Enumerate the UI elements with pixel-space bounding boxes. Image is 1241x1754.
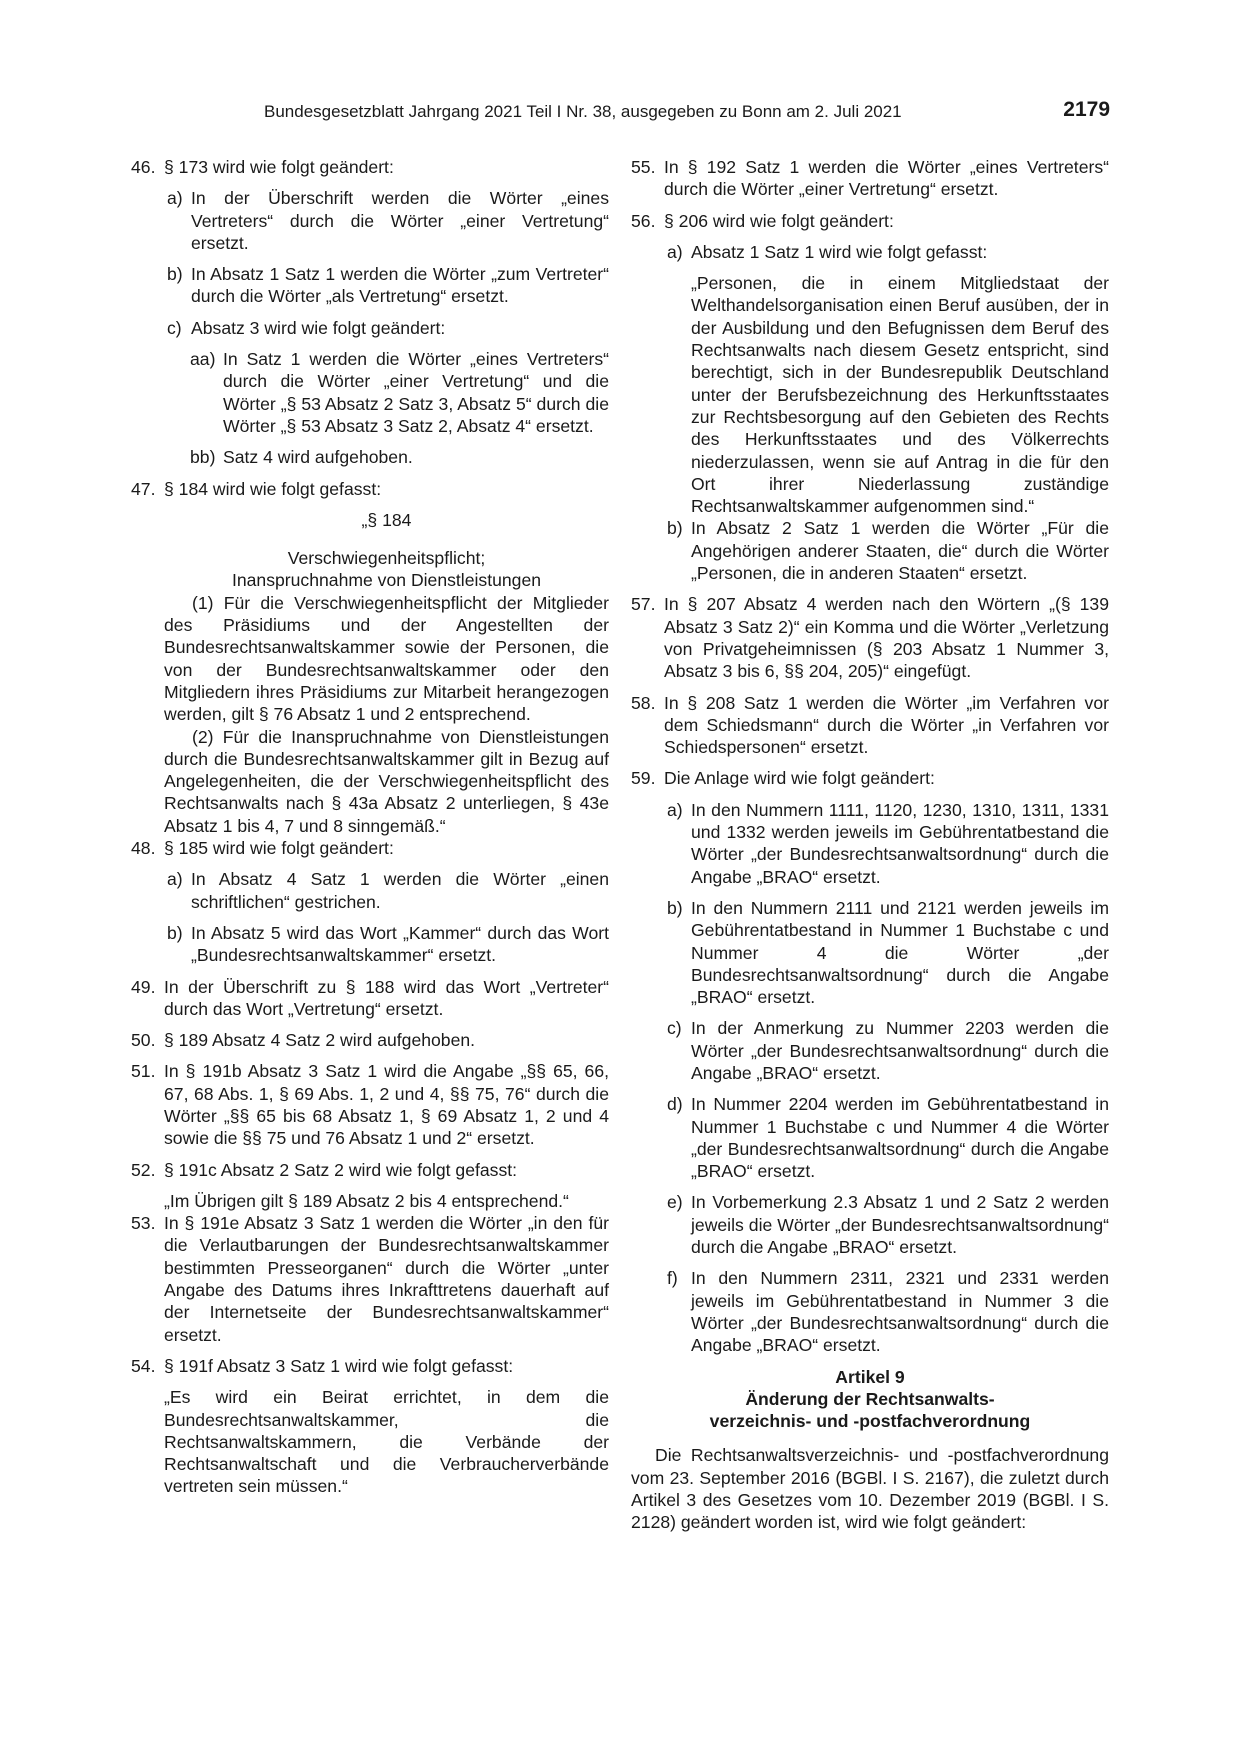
subsub-text: In Satz 1 werden die Wörter „eines Vertreters“ durch die Wörter „einer Vertretung“ und die Wörter „§ 53 Absatz 2 Satz 3, Absatz 5“ durch die Wörter „§ 53 Absatz 3 Satz 2, Absatz 4“ ersetzt. bbox=[223, 349, 609, 436]
gazette-title: Bundesgesetzblatt Jahrgang 2021 Teil I Nr. 38, ausgegeben zu Bonn am 2. Juli 2021 bbox=[264, 102, 902, 121]
sub-text: In den Nummern 2111 und 2121 werden jeweils im Gebührentatbestand in Nummer 1 Buchstabe c und Nummer 4 die Wörter „der Bundesrechtsanwaltsordnung“ durch die Angabe „BRAO“ ersetzt. bbox=[691, 897, 1109, 1008]
sub-label: c) bbox=[167, 317, 182, 338]
item-number: 53. bbox=[131, 1213, 156, 1234]
item-56-b bbox=[631, 517, 1109, 584]
sub-text: In Nummer 2204 werden im Gebührentatbestand in Nummer 1 Buchstabe c und Nummer 4 die Wörter „der Bundesrechtsanwaltsordnung“ durch die Angabe „BRAO“ ersetzt. bbox=[691, 1094, 1109, 1182]
sub-label: c) bbox=[667, 1018, 682, 1039]
item-55 bbox=[631, 156, 1109, 201]
subsub-text: Satz 4 wird aufgehoben. bbox=[223, 447, 413, 468]
item-number: 52. bbox=[131, 1159, 156, 1180]
sub-label: b) bbox=[167, 922, 183, 943]
item-text: In § 192 Satz 1 werden die Wörter „eines Vertreters“ durch die Wörter „einer Vertretung“ ersetzt. bbox=[664, 157, 1109, 200]
sub-text: In Absatz 5 wird das Wort „Kammer“ durch das Wort „Bundesrechtsanwaltskammer“ ersetzt. bbox=[191, 922, 609, 966]
subsub-label: bb) bbox=[190, 447, 216, 468]
page-header bbox=[130, 98, 1110, 128]
item-number: 46. bbox=[131, 157, 156, 177]
sub-label: b) bbox=[667, 518, 683, 539]
sub-label: a) bbox=[167, 869, 183, 890]
item-number: 56. bbox=[631, 210, 656, 231]
sub-label: b) bbox=[167, 264, 183, 285]
item-56-a bbox=[631, 241, 1109, 263]
item-number: 47. bbox=[131, 478, 156, 499]
sub-label: b) bbox=[667, 897, 683, 918]
item-text: In § 207 Absatz 4 werden nach den Wörtern „(§ 139 Absatz 3 Satz 2)“ ein Komma und die Wörter „Verletzung von Privatgeheimnissen (§ 203 Absatz 1 Nummer 3, Absatz 3 bis 6, §§ 204, 205)“ eingefügt. bbox=[664, 594, 1109, 682]
section-heading-line-2: Inanspruchnahme von Dienstleistungen bbox=[231, 570, 542, 591]
item-48 bbox=[131, 837, 609, 859]
item-text: In § 191e Absatz 3 Satz 1 werden die Wörter „in den für die Verlautbarungen der Bundesrechtsanwaltskammer bestimmten Presseorganen“ durch die Wörter „unter Angabe des Datums ihres Inkrafttretens dauerhaft auf der Internetseite der Bundesrechtsanwaltskammer“ ersetzt. bbox=[164, 1213, 609, 1345]
item-52-quote: „Im Übrigen gilt § 189 Absatz 2 bis 4 entsprechend.“ bbox=[164, 1190, 569, 1211]
sub-text: Absatz 3 wird wie folgt geändert: bbox=[191, 317, 446, 338]
item-text: § 184 wird wie folgt gefasst: bbox=[164, 478, 382, 499]
section-paragraph-2: (2) Für die Inanspruchnahme von Dienstleistungen durch die Bundesrechtsanwaltskammer gilt in Bezug auf Angelegenheiten, die der Verschwiegenheitspflicht des Rechtsanwalts nach § 43a Absatz 2 unterliegen, § 43e Absatz 1 bis 4, 7 und 8 sinngemäß.“ bbox=[164, 726, 609, 836]
item-text: § 191f Absatz 3 Satz 1 wird wie folgt gefasst: bbox=[164, 1355, 514, 1376]
item-text: In § 191b Absatz 3 Satz 1 wird die Angabe „§§ 65, 66, 67, 68 Abs. 1, § 69 Abs. 1, 2 und 4, §§ 75, 76“ durch die Wörter „§§ 65 bis 68 Absatz 1, § 69 Absatz 1, 2 und 4 sowie die §§ 75 und 76 Absatz 1 und 2“ ersetzt. bbox=[164, 1061, 609, 1149]
item-59-d bbox=[631, 1093, 1109, 1182]
item-54-quote: „Es wird ein Beirat errichtet, in dem die Bundesrechtsanwaltskammer, die Rechtsanwaltskammern, die Verbände der Rechtsanwaltschaft und die Verbraucherverbände vertreten sein müssen.“ bbox=[164, 1387, 609, 1497]
item-53 bbox=[131, 1212, 609, 1346]
artikel-text: Die Rechtsanwaltsverzeichnis- und -postfachverordnung vom 23. September 2016 (BGBl. I S. 2167), die zuletzt durch Artikel 3 des Gesetzes vom 10. Dezember 2019 (BGBl. I S. 2128) geändert worden ist, wird wie folgt geändert: bbox=[631, 1445, 1109, 1533]
artikel-label: Artikel 9 bbox=[835, 1366, 905, 1387]
item-52 bbox=[131, 1159, 609, 1181]
item-number: 59. bbox=[631, 768, 656, 789]
item-46-b bbox=[131, 263, 609, 308]
item-46-a bbox=[131, 187, 609, 254]
item-59-b bbox=[631, 897, 1109, 1008]
sub-label: a) bbox=[667, 799, 683, 820]
sub-label: a) bbox=[167, 188, 183, 209]
item-48-b bbox=[131, 922, 609, 967]
page-number: 2179 bbox=[1063, 98, 1110, 121]
item-56 bbox=[631, 210, 1109, 232]
item-50 bbox=[131, 1029, 609, 1051]
subsub-label: aa) bbox=[190, 349, 216, 370]
sub-label: d) bbox=[667, 1094, 683, 1115]
sub-label: a) bbox=[667, 241, 683, 262]
item-number: 55. bbox=[631, 157, 656, 177]
right-column bbox=[631, 156, 1109, 1534]
item-number: 49. bbox=[131, 976, 156, 997]
sub-text: In den Nummern 1111, 1120, 1230, 1310, 1311, 1331 und 1332 werden jeweils im Gebührentatbestand die Wörter „der Bundesrechtsanwaltsordnung“ durch die Angabe „BRAO“ ersetzt. bbox=[691, 799, 1109, 887]
item-text: In § 208 Satz 1 werden die Wörter „im Verfahren vor dem Schiedsmann“ durch die Wörter „in Verfahren vor Schiedspersonen“ ersetzt. bbox=[664, 692, 1109, 758]
item-text: § 191c Absatz 2 Satz 2 wird wie folgt gefasst: bbox=[164, 1159, 518, 1180]
item-number: 50. bbox=[131, 1030, 156, 1051]
sub-text: In Absatz 1 Satz 1 werden die Wörter „zum Vertreter“ durch die Wörter „als Vertretung“ ersetzt. bbox=[191, 264, 609, 307]
sub-label: f) bbox=[667, 1268, 678, 1289]
artikel-title-line-1: Änderung der Rechtsanwalts- bbox=[745, 1388, 995, 1409]
item-58 bbox=[631, 692, 1109, 759]
item-59-a bbox=[631, 799, 1109, 888]
item-text: § 206 wird wie folgt geändert: bbox=[664, 210, 894, 231]
section-number: „§ 184 bbox=[361, 509, 412, 530]
item-51 bbox=[131, 1060, 609, 1149]
item-46-c bbox=[131, 317, 609, 339]
item-59-e bbox=[631, 1191, 1109, 1258]
left-column bbox=[131, 156, 609, 1498]
item-48-a bbox=[131, 868, 609, 913]
item-number: 54. bbox=[131, 1355, 156, 1376]
item-57 bbox=[631, 593, 1109, 682]
item-59 bbox=[631, 767, 1109, 789]
sub-label: e) bbox=[667, 1192, 683, 1213]
item-46-c-aa bbox=[131, 348, 609, 437]
sub-text: In der Anmerkung zu Nummer 2203 werden die Wörter „der Bundesrechtsanwaltsordnung“ durch die Angabe „BRAO“ ersetzt. bbox=[691, 1018, 1109, 1083]
sub-text: In den Nummern 2311, 2321 und 2331 werden jeweils im Gebührentatbestand in Nummer 3 die Wörter „der Bundesrechtsanwaltsordnung“ durch die Angabe „BRAO“ ersetzt. bbox=[691, 1268, 1109, 1356]
item-number: 51. bbox=[131, 1061, 156, 1082]
section-paragraph-1: (1) Für die Verschwiegenheitspflicht der Mitglieder des Präsidiums und der Angestellten der Bundesrechtsanwaltskammer sowie der Personen, die von der Bundesrechtsanwaltskammer oder den Mitgliedern ihres Präsidiums zur Mitarbeit herangezogen werden, gilt § 76 Absatz 1 und 2 entsprechend. bbox=[164, 592, 609, 725]
item-49 bbox=[131, 976, 609, 1021]
section-heading-line-1: Verschwiegenheitspflicht; bbox=[287, 548, 486, 569]
item-56-a-quote: „Personen, die in einem Mitgliedstaat der Welthandelsorganisation einen Beruf ausüben, der in der Ausbildung und den Befugnissen dem Beruf des Rechtsanwalts nach diesem Gesetz entspricht, sind berechtigt, sich in der Bundesrepublik Deutschland unter der Berufsbezeichnung des Herkunftsstaates zur Rechtsbesorgung auf den Gebieten des Rechts des Herkunftsstaates und des Völkerrechts niederzulassen, wenn sie auf Antrag in die für den Ort ihrer Niederlassung zuständige Rechtsanwaltskammer aufgenommen sind.“ bbox=[691, 273, 1109, 517]
item-47 bbox=[131, 478, 609, 500]
item-54 bbox=[131, 1355, 609, 1377]
item-46-c-bb bbox=[131, 446, 609, 468]
sub-text: In Absatz 4 Satz 1 werden die Wörter „einen schriftlichen“ gestrichen. bbox=[191, 869, 609, 912]
item-text: In der Überschrift zu § 188 wird das Wort „Vertreter“ durch das Wort „Vertretung“ ersetzt. bbox=[164, 976, 609, 1019]
item-46 bbox=[131, 156, 609, 178]
item-text: § 185 wird wie folgt geändert: bbox=[164, 838, 394, 859]
artikel-title bbox=[631, 1388, 1109, 1433]
sub-text: In der Überschrift werden die Wörter „eines Vertreters“ durch die Wörter „einer Vertretung“ ersetzt. bbox=[191, 188, 609, 253]
item-text: § 189 Absatz 4 Satz 2 wird aufgehoben. bbox=[164, 1030, 476, 1051]
sub-text: In Vorbemerkung 2.3 Absatz 1 und 2 Satz 2 werden jeweils die Wörter „der Bundesrechtsanwaltsordnung“ durch die Angabe „BRAO“ ersetzt. bbox=[691, 1192, 1109, 1258]
item-number: 58. bbox=[631, 692, 656, 713]
sub-text: Absatz 1 Satz 1 wird wie folgt gefasst: bbox=[691, 241, 988, 262]
sub-text: In Absatz 2 Satz 1 werden die Wörter „Für die Angehörigen anderer Staaten, die“ durch die Wörter „Personen, die in anderen Staaten“ ersetzt. bbox=[691, 518, 1109, 584]
item-text: § 173 wird wie folgt geändert: bbox=[164, 157, 394, 177]
item-number: 57. bbox=[631, 594, 656, 615]
item-59-c bbox=[631, 1017, 1109, 1084]
item-59-f bbox=[631, 1267, 1109, 1356]
item-text: Die Anlage wird wie folgt geändert: bbox=[664, 768, 935, 789]
item-number: 48. bbox=[131, 838, 156, 859]
artikel-title-line-2: verzeichnis- und -postfachverordnung bbox=[709, 1411, 1031, 1432]
